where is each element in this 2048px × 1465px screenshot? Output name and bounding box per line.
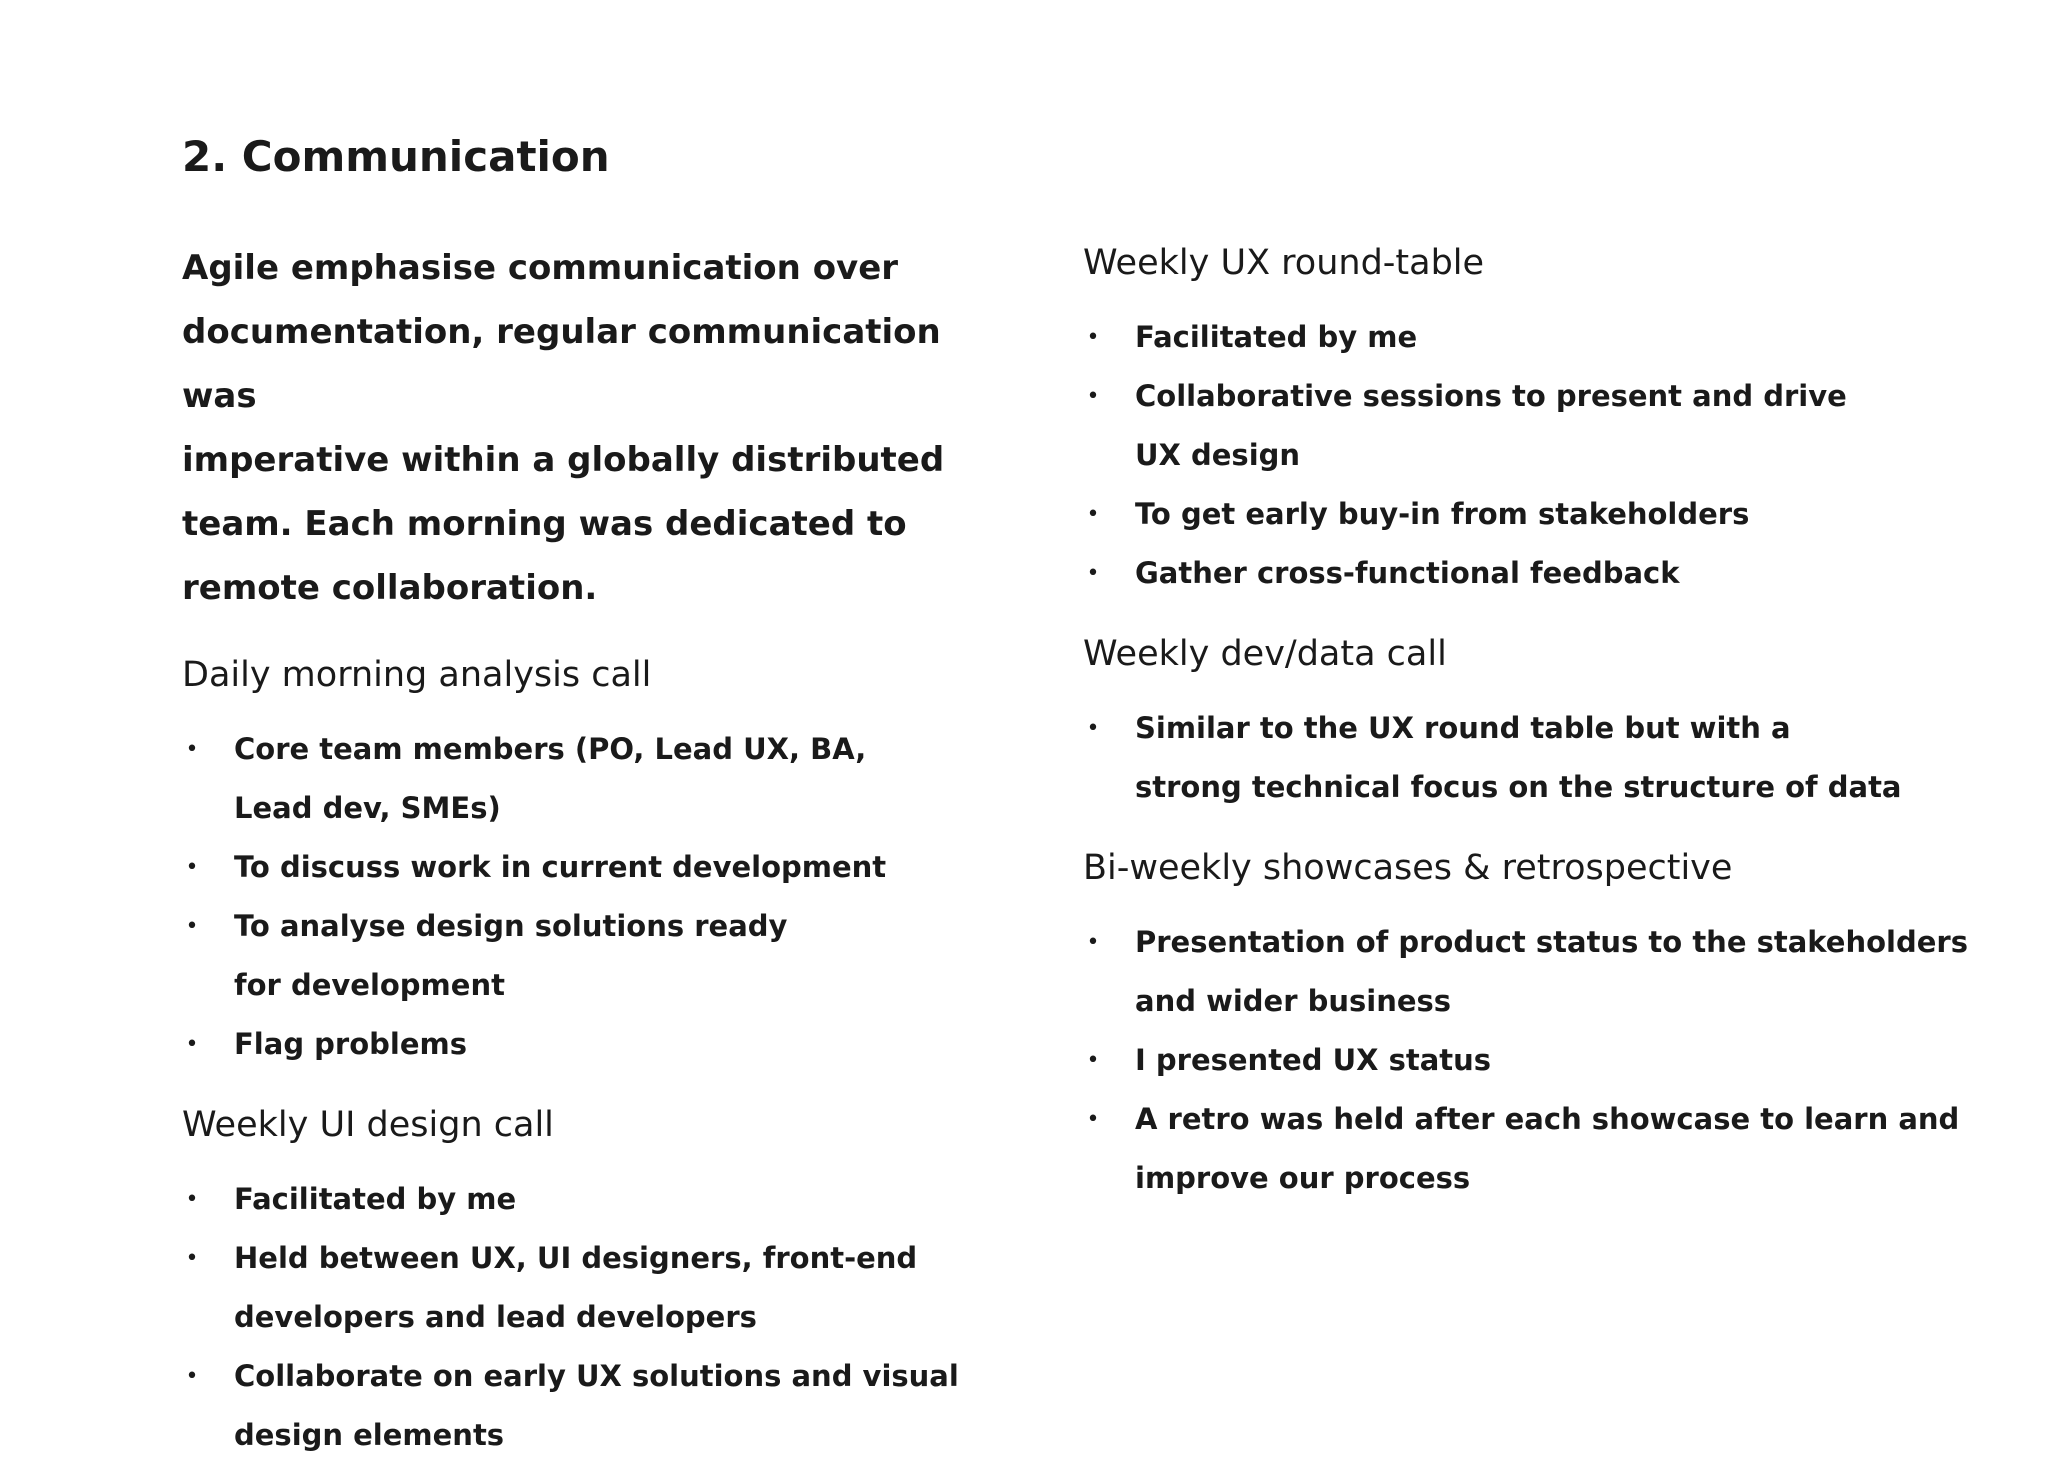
bullet-icon: • [1086,384,1100,409]
bi-weekly-showcases-list [1083,913,1983,1208]
bullet-icon: • [185,1187,199,1212]
right-column [1083,238,1983,1208]
list-item: • Held between UX, UI designers, front-end developers and lead developers [182,1229,1012,1347]
bullet-icon: • [185,855,199,880]
weekly-ui-design-call-list [182,1170,1012,1465]
list-item: • To discuss work in current development [182,838,1012,897]
list-item: • Collaborative sessions to present and drive UX design [1083,367,1983,485]
intro-line: documentation, regular communication was [182,312,941,416]
bullet-icon: • [1086,716,1100,741]
list-item: • Presentation of product status to the stakeholders and wider business [1083,913,1983,1031]
section-title-bi-weekly-showcases: Bi-weekly showcases & retrospective [1083,848,1733,888]
list-item: • To get early buy-in from stakeholders [1083,485,1983,544]
section-title-weekly-dev-data-call: Weekly dev/data call [1083,634,1447,674]
list-item: • Gather cross-functional feedback [1083,544,1983,603]
bullet-icon: • [1086,502,1100,527]
left-column [182,236,1012,1465]
list-item: • Core team members (PO, Lead UX, BA, Lead dev, SMEs) [182,720,1012,838]
list-item: • Similar to the UX round table but with a strong technical focus on the structure of data [1083,699,1983,817]
section-title-daily-analysis-call: Daily morning analysis call [182,655,652,695]
weekly-ux-round-table-list [1083,308,1983,603]
bullet-icon: • [1086,1048,1100,1073]
list-item: • Facilitated by me [182,1170,1012,1229]
list-item: • I presented UX status [1083,1031,1983,1090]
bullet-icon: • [1086,1107,1100,1132]
list-item: • A retro was held after each showcase to learn and improve our process [1083,1090,1983,1208]
section-title-weekly-ux-round-table: Weekly UX round-table [1083,243,1485,283]
bullet-icon: • [185,1032,199,1057]
bullet-icon: • [185,1246,199,1271]
intro-line: remote collaboration. [182,568,598,608]
page-title: 2. Communication [182,132,610,181]
section-title-weekly-ui-design-call: Weekly UI design call [182,1105,554,1145]
daily-analysis-call-list [182,720,1012,1074]
bullet-icon: • [185,1364,199,1389]
list-item: • To analyse design solutions ready for development [182,897,1012,1015]
intro-line: Agile emphasise communication over [182,248,899,288]
list-item: • Flag problems [182,1015,1012,1074]
intro-paragraph [182,236,1012,620]
bullet-icon: • [1086,930,1100,955]
bullet-icon: • [1086,561,1100,586]
bullet-icon: • [185,737,199,762]
list-item: • Collaborate on early UX solutions and visual design elements [182,1347,1012,1465]
intro-line: imperative within a globally distributed [182,440,945,480]
intro-line: team. Each morning was dedicated to [182,504,907,544]
weekly-dev-data-call-list [1083,699,1983,817]
bullet-icon: • [1086,325,1100,350]
bullet-icon: • [185,914,199,939]
list-item: • Facilitated by me [1083,308,1983,367]
